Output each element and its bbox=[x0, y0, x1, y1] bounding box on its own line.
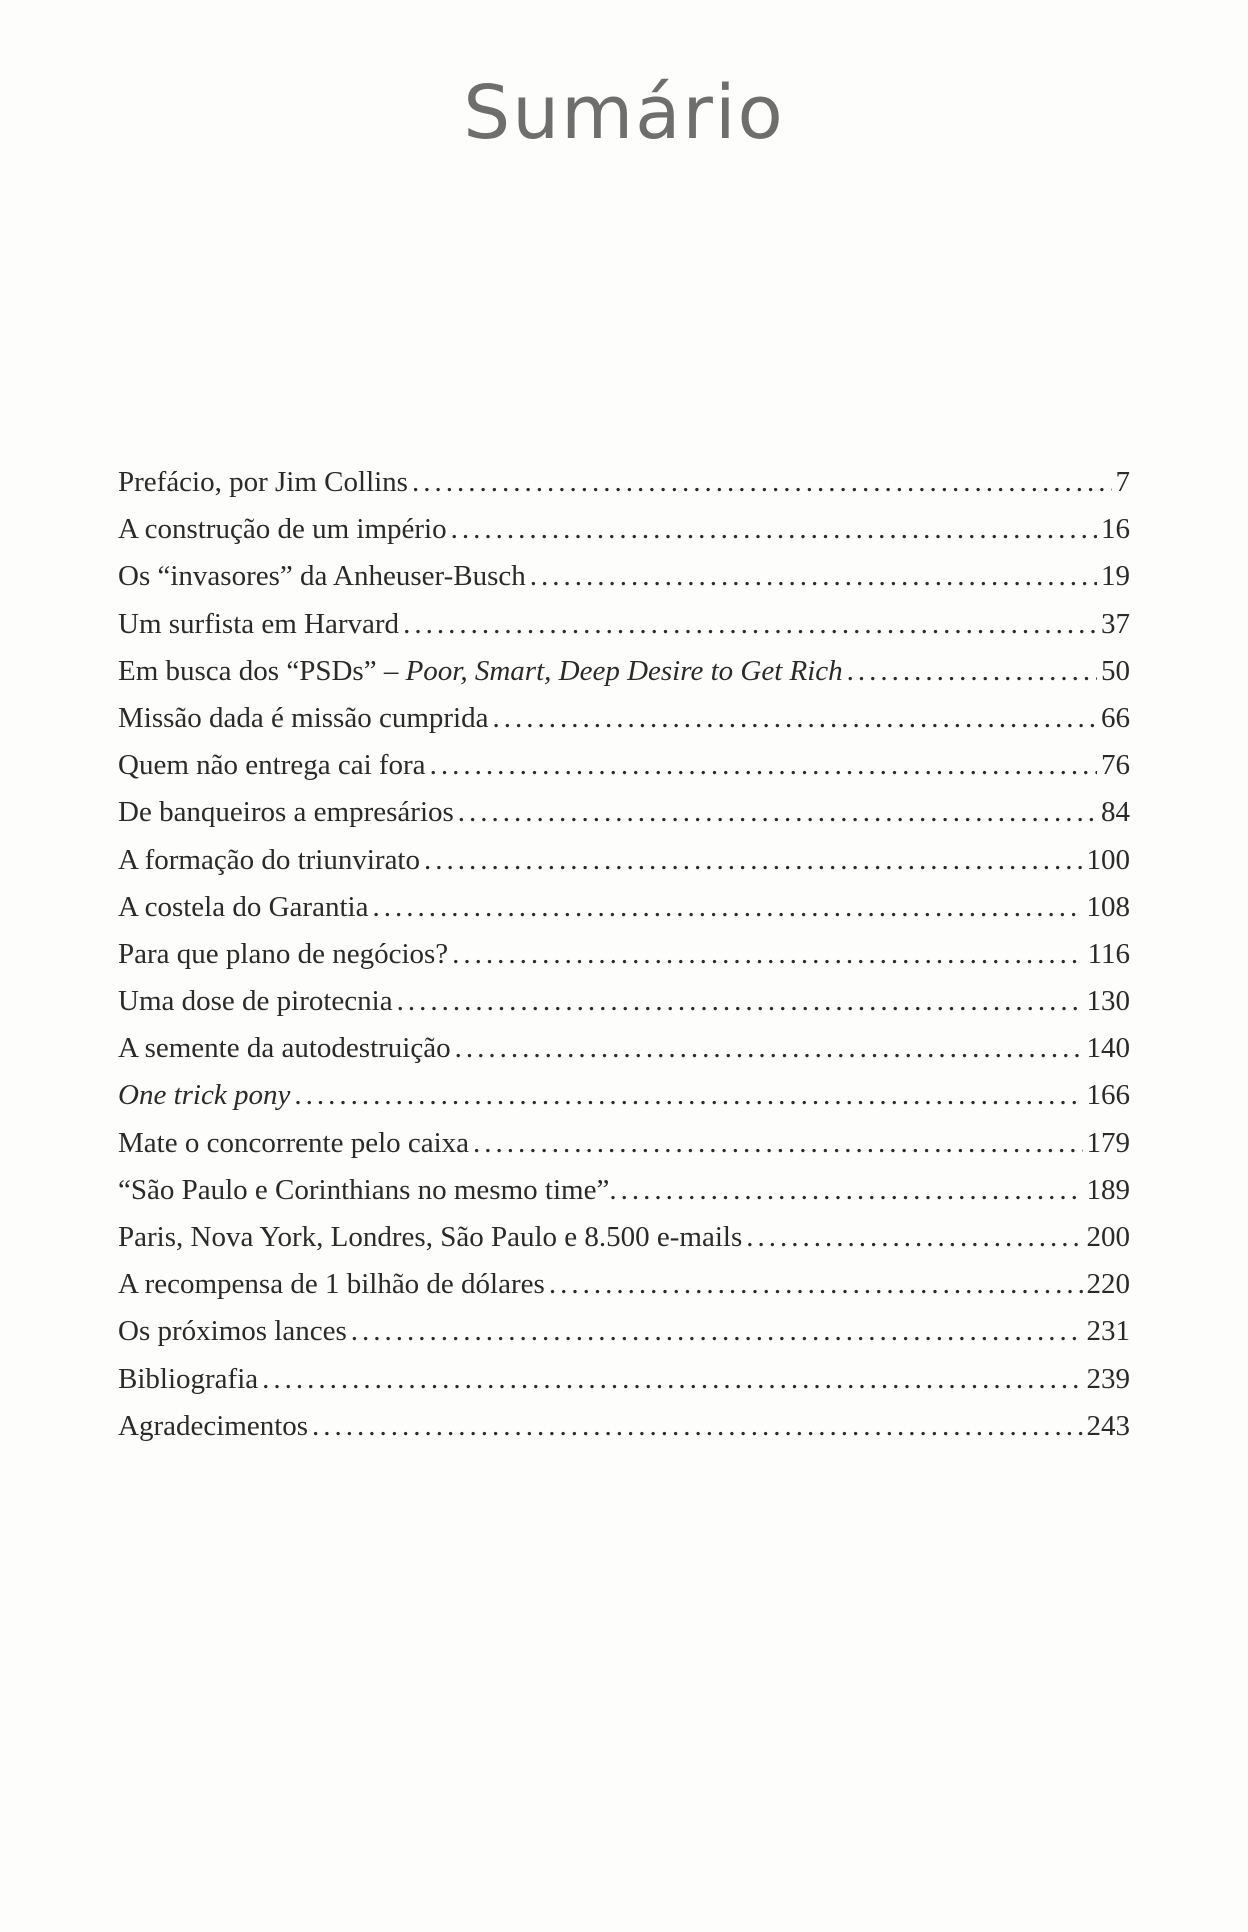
toc-entry-title-text: “São Paulo e Corinthians no mesmo time”. bbox=[118, 1173, 617, 1206]
dot-leader bbox=[430, 749, 1097, 782]
toc-entry-page: 66 bbox=[1101, 701, 1130, 734]
toc-entry-title-text: Em busca dos “PSDs” – bbox=[118, 654, 406, 687]
toc-entry-title-text: Um surfista em Harvard bbox=[118, 607, 400, 640]
toc-entry-title bbox=[118, 560, 526, 593]
toc-entry-title bbox=[118, 1174, 617, 1207]
toc-entry-title bbox=[118, 513, 447, 546]
dot-leader bbox=[530, 560, 1097, 593]
dot-leader bbox=[294, 1079, 1082, 1112]
toc-entry[interactable] bbox=[118, 702, 1130, 749]
toc-entry-page: 100 bbox=[1086, 843, 1130, 876]
toc-entry-title-text: A formação do triunvirato bbox=[118, 843, 420, 876]
toc-entry-title-text: Agradecimentos bbox=[118, 1409, 309, 1442]
toc-entry-page: 76 bbox=[1101, 749, 1130, 782]
dot-leader bbox=[372, 891, 1082, 924]
toc-entry-title bbox=[118, 1079, 290, 1112]
toc-entry[interactable] bbox=[118, 560, 1130, 607]
toc-entry[interactable] bbox=[118, 1315, 1130, 1362]
toc-entry-title-text: A recompensa de 1 bilhão de dólares bbox=[118, 1268, 545, 1301]
toc-entry-page: 84 bbox=[1101, 796, 1130, 829]
dot-leader bbox=[455, 1032, 1083, 1065]
dot-leader bbox=[473, 1127, 1082, 1160]
toc-entry-title bbox=[118, 1410, 308, 1443]
dot-leader bbox=[746, 1221, 1082, 1254]
dot-leader bbox=[262, 1363, 1082, 1396]
toc-entry[interactable] bbox=[118, 1174, 1130, 1221]
toc-entry-title bbox=[118, 1221, 742, 1254]
toc-entry-page: 231 bbox=[1086, 1315, 1130, 1348]
toc-entry-page: 116 bbox=[1087, 937, 1130, 970]
dot-leader bbox=[403, 608, 1097, 641]
dot-leader bbox=[424, 844, 1083, 877]
dot-leader bbox=[351, 1315, 1083, 1348]
toc-entry-page: 166 bbox=[1086, 1079, 1130, 1112]
toc-entry[interactable] bbox=[118, 985, 1130, 1032]
toc-entry-title-text: Para que plano de negócios? bbox=[118, 937, 449, 970]
toc-entry-page: 37 bbox=[1101, 607, 1130, 640]
toc-entry-page: 243 bbox=[1086, 1409, 1130, 1442]
toc-entry-title-text: Bibliografia bbox=[118, 1362, 259, 1395]
toc-entry-title bbox=[118, 844, 420, 877]
toc-entry-title-text: A semente da autodestruição bbox=[118, 1032, 451, 1065]
toc-entry[interactable] bbox=[118, 466, 1130, 513]
toc-entry-title-italic: Poor, Smart, Deep Desire to Get Rich bbox=[405, 654, 843, 687]
toc-entry[interactable] bbox=[118, 1127, 1130, 1174]
toc-entry-page: 50 bbox=[1101, 654, 1130, 687]
toc-entry-title-text: Paris, Nova York, Londres, São Paulo e 8.500 e-mails bbox=[118, 1221, 743, 1253]
dot-leader bbox=[492, 702, 1097, 735]
toc-entry-title-italic: One trick pony bbox=[118, 1079, 291, 1112]
toc-entry-title-text: Mate o concorrente pelo caixa bbox=[118, 1126, 470, 1159]
toc-entry[interactable] bbox=[118, 608, 1130, 655]
toc-entry-page: 16 bbox=[1101, 513, 1130, 546]
dot-leader bbox=[412, 466, 1112, 499]
toc-entry-title bbox=[118, 1315, 347, 1348]
toc-entry-title bbox=[118, 938, 448, 971]
toc-entry-title-text: A construção de um império bbox=[118, 513, 447, 546]
toc-entry-title-text: De banqueiros a empresários bbox=[118, 796, 454, 829]
toc-entry-title-text: A costela do Garantia bbox=[118, 890, 369, 923]
toc-entry-title bbox=[118, 1127, 469, 1160]
toc-entry-title-text: Uma dose de pirotecnia bbox=[118, 985, 393, 1018]
toc-entry[interactable] bbox=[118, 1268, 1130, 1315]
toc-entry-title bbox=[118, 1363, 258, 1396]
toc-entry-page: 7 bbox=[1115, 466, 1130, 498]
toc-entry-page: 140 bbox=[1086, 1032, 1130, 1065]
toc-entry[interactable] bbox=[118, 891, 1130, 938]
toc-entry[interactable] bbox=[118, 1079, 1130, 1126]
toc-entry-title bbox=[118, 796, 454, 829]
toc-entry[interactable] bbox=[118, 844, 1130, 891]
dot-leader bbox=[451, 513, 1097, 546]
toc-entry-page: 200 bbox=[1086, 1221, 1130, 1253]
toc-entry-title bbox=[118, 655, 843, 688]
toc-entry-title bbox=[118, 891, 368, 924]
toc-entry[interactable] bbox=[118, 796, 1130, 843]
toc-entry[interactable] bbox=[118, 655, 1130, 702]
toc-entry[interactable] bbox=[118, 1363, 1130, 1410]
dot-leader bbox=[397, 985, 1083, 1018]
toc-entry[interactable] bbox=[118, 1032, 1130, 1079]
toc-entry-title bbox=[118, 985, 393, 1018]
toc-entry[interactable] bbox=[118, 1410, 1130, 1457]
toc-entry-page: 239 bbox=[1086, 1362, 1130, 1395]
toc-entry[interactable] bbox=[118, 749, 1130, 796]
toc-entry-page: 220 bbox=[1086, 1268, 1130, 1301]
toc-entry-page: 130 bbox=[1086, 985, 1130, 1018]
toc-entry-page: 108 bbox=[1086, 890, 1130, 923]
toc-entry[interactable] bbox=[118, 938, 1130, 985]
toc-entry-page: 179 bbox=[1086, 1126, 1130, 1159]
toc-entry-title bbox=[118, 749, 426, 782]
toc-entry-title bbox=[118, 608, 399, 641]
toc-entry-title bbox=[118, 1268, 545, 1301]
toc-entry-title-text: Os próximos lances bbox=[118, 1315, 347, 1348]
toc-entry-title-text: Os “invasores” da Anheuser-Busch bbox=[118, 560, 526, 593]
toc-entry-page: 19 bbox=[1101, 560, 1130, 593]
toc-entry-title-text: Missão dada é missão cumprida bbox=[118, 701, 489, 734]
page-title: Sumário bbox=[463, 70, 785, 156]
dot-leader bbox=[621, 1174, 1083, 1207]
table-of-contents bbox=[118, 466, 1130, 1457]
toc-entry-title-text: Quem não entrega cai fora bbox=[118, 749, 426, 782]
toc-entry[interactable] bbox=[118, 513, 1130, 560]
toc-entry[interactable] bbox=[118, 1221, 1130, 1268]
toc-entry-page: 189 bbox=[1086, 1173, 1130, 1206]
toc-entry-title bbox=[118, 702, 488, 735]
dot-leader bbox=[312, 1410, 1082, 1443]
dot-leader bbox=[458, 796, 1097, 829]
toc-entry-title bbox=[118, 1032, 451, 1065]
toc-entry-title bbox=[118, 466, 408, 499]
dot-leader bbox=[847, 655, 1097, 688]
toc-entry-title-text: Prefácio, por Jim Collins bbox=[118, 466, 408, 498]
dot-leader bbox=[549, 1268, 1083, 1301]
dot-leader bbox=[452, 938, 1083, 971]
